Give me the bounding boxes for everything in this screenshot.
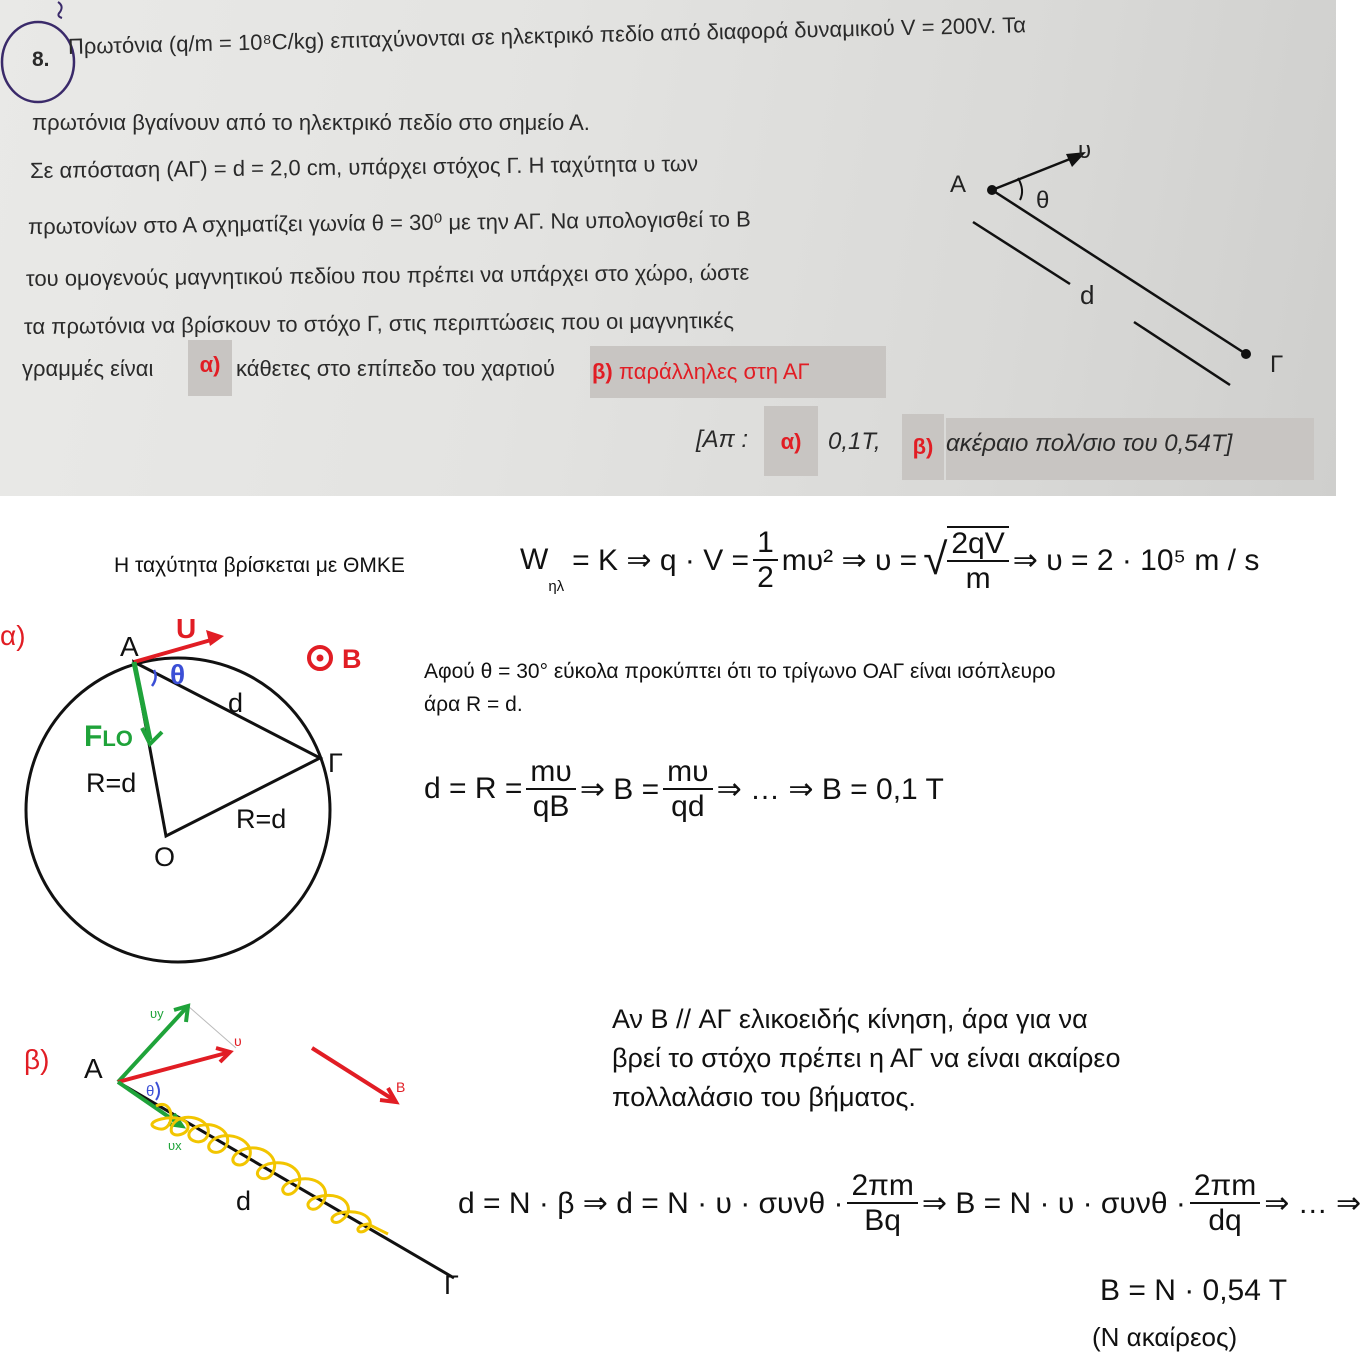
eq-half-fraction [753, 527, 778, 594]
eq-a-mid: ⇒ B = [579, 772, 660, 806]
sqrt-num: 2qV [947, 528, 1008, 562]
u-vector [118, 1052, 230, 1082]
answer-b-value: ακέραιο πολ/σιο του 0,54T] [946, 430, 1233, 457]
eq-part2: = K ⇒ q · V = [572, 543, 750, 577]
problem-line-2: πρωτόνια βγαίνουν από το ηλεκτρικό πεδίο στο σημείο Α. [32, 110, 590, 135]
eq-a-frac-1 [526, 756, 575, 823]
case-b-note-3: πολλαλάσιο του βήματος. [612, 1082, 916, 1112]
label-uy: υy [150, 1006, 164, 1021]
eq-a-left: d = R = [424, 772, 523, 806]
half-den: 2 [757, 560, 774, 594]
pen-mark [58, 2, 62, 18]
label-r-1: R=d [86, 768, 137, 798]
case-a-note-1: Αφού θ = 30° εύκολα προκύπτει ότι το τρίγωνο ΟΑΓ είναι ισόπλευρο [424, 660, 1056, 683]
problem-line-3: Σε απόσταση (ΑΓ) = d = 2,0 cm, υπάρχει στόχος Γ. Η ταχύτητα υ των [29, 151, 699, 183]
helper-line-1 [188, 1006, 236, 1048]
figure-label-g: Γ [1270, 351, 1284, 378]
answer-a-label: α) [764, 406, 818, 476]
figure-label-angle: θ [1036, 187, 1050, 214]
answer-b-label: β) [902, 414, 944, 480]
eq-b-p1: d = N · β ⇒ d = N · υ · συνθ · [458, 1186, 844, 1220]
eq-a-frac-2 [663, 756, 712, 823]
problem-line-1: Πρωτόνια (q/m = 10⁸C/kg) επιταχύνονται σε ηλεκτρικό πεδίο από διαφορά δυναμικού V = 200V. Τα [67, 12, 1027, 59]
case-a-equation [424, 756, 944, 823]
label-theta: θ [146, 1083, 155, 1100]
eq-b-f2-num: 2πm [1190, 1170, 1260, 1204]
label-theta: θ [170, 659, 186, 690]
label-a: A [120, 631, 139, 662]
b-dot [317, 655, 324, 662]
line-ag [118, 1082, 454, 1278]
case-a-highlight: α) [188, 340, 232, 396]
case-b-note-1: Αν B // ΑΓ ελικοειδής κίνηση, άρα για να [612, 1004, 1088, 1034]
label-f-main: F [84, 720, 103, 753]
eq-w: W [520, 543, 549, 577]
sqrt-fraction [947, 526, 1008, 595]
problem-line-7-start: γραμμές είναι [22, 356, 154, 381]
case-b-diagram [70, 996, 470, 1316]
triangle-oag [134, 662, 320, 836]
eq-b-f1-num: 2πm [847, 1170, 917, 1204]
case-b-equation [458, 1170, 1361, 1237]
case-b-result: B = N · 0,54 T [1100, 1274, 1288, 1307]
eq-b-p3: ⇒ … ⇒ [1264, 1186, 1361, 1220]
label-f-sub: LO [102, 726, 133, 751]
eq-b-frac-1 [847, 1170, 917, 1237]
angle-arc [1018, 178, 1022, 200]
case-b-highlight [590, 346, 886, 398]
b-field-vector [312, 1048, 394, 1100]
label-d: d [236, 1186, 252, 1216]
label-b: B [342, 644, 362, 674]
velocity-arrowhead [206, 630, 224, 646]
problem-number: 8. [32, 48, 50, 71]
eq-w-sub: ηλ [548, 577, 565, 595]
label-g: Γ [444, 1270, 459, 1300]
case-a-note-2: άρα R = d. [424, 693, 523, 716]
eq-result: ⇒ υ = 2 · 10⁵ m / s [1012, 543, 1260, 577]
case-a-label: α) [0, 620, 26, 651]
eq-a-right: ⇒ … ⇒ B = 0,1 T [716, 772, 944, 806]
eq-a-f2-den: qd [671, 789, 705, 823]
sqrt-den: m [965, 561, 991, 595]
case-b-note-2: βρεί το στόχο πρέπει η ΑΓ να είναι ακαίρεο [612, 1043, 1121, 1073]
problem-line-6: τα πρωτόνια να βρίσκουν το στόχο Γ, στις περιπτώσεις που οι μαγνητικές [23, 307, 735, 339]
label-d: d [228, 688, 244, 718]
distance-mark-2 [1134, 322, 1230, 385]
label-r-2: R=d [236, 804, 287, 834]
figure-label-velocity: υ [1078, 137, 1092, 164]
label-g: Γ [328, 748, 343, 778]
label-u: υ [234, 1033, 242, 1049]
answer-b-highlight [946, 418, 1314, 480]
speed-note: Η ταχύτητα βρίσκεται με ΘΜΚΕ [114, 554, 405, 577]
eq-a-f2-num: mυ [663, 756, 712, 790]
velocity-arrow [992, 155, 1080, 190]
label-ux: υx [168, 1138, 182, 1153]
eq-a-f1-den: qB [532, 789, 570, 823]
eq-b-p2: ⇒ B = N · υ · συνθ · [921, 1186, 1186, 1220]
half-num: 1 [753, 527, 778, 561]
case-a-diagram [0, 610, 420, 980]
figure-label-distance: d [1080, 280, 1095, 310]
label-a: A [84, 1053, 103, 1084]
eq-a-f1-num: mυ [526, 756, 575, 790]
eq-b-frac-2 [1190, 1170, 1260, 1237]
line-ag [992, 190, 1246, 354]
label-b: B [396, 1079, 406, 1095]
label-u: U [176, 613, 197, 644]
case-b-text: παράλληλες στη ΑΓ [618, 359, 810, 384]
case-a-text: κάθετες στο επίπεδο του χαρτιού [236, 356, 555, 381]
eq-part3: mυ² ⇒ υ = [781, 543, 918, 577]
case-b-result-note: (N ακαίρεος) [1092, 1322, 1238, 1352]
figure-label-a: Α [950, 171, 967, 198]
sqrt-sign: √ [923, 535, 948, 585]
case-b-label: β) [24, 1044, 50, 1075]
label-f [84, 720, 133, 753]
answer-a-value: 0,1T, [828, 428, 881, 455]
case-b-label: β) [592, 359, 613, 384]
speed-equation [520, 526, 1259, 595]
problem-statement-panel [0, 0, 1336, 496]
eq-b-f2-den: dq [1208, 1203, 1242, 1237]
problem-line-5: του ομογενούς μαγνητικού πεδίου που πρέπει να υπάρχει στο χώρο, ώστε [25, 259, 750, 291]
label-o: O [154, 842, 176, 872]
point-g-dot [1241, 349, 1251, 359]
eq-b-f1-den: Bq [864, 1203, 901, 1237]
angle-arc [156, 1082, 159, 1100]
answer-prefix: [Απ : [696, 426, 749, 453]
problem-line-4: πρωτονίων στο Α σχηματίζει γωνία θ = 30⁰ με την ΑΓ. Να υπολογισθεί το B [27, 206, 751, 239]
force-arrowhead [142, 728, 162, 744]
